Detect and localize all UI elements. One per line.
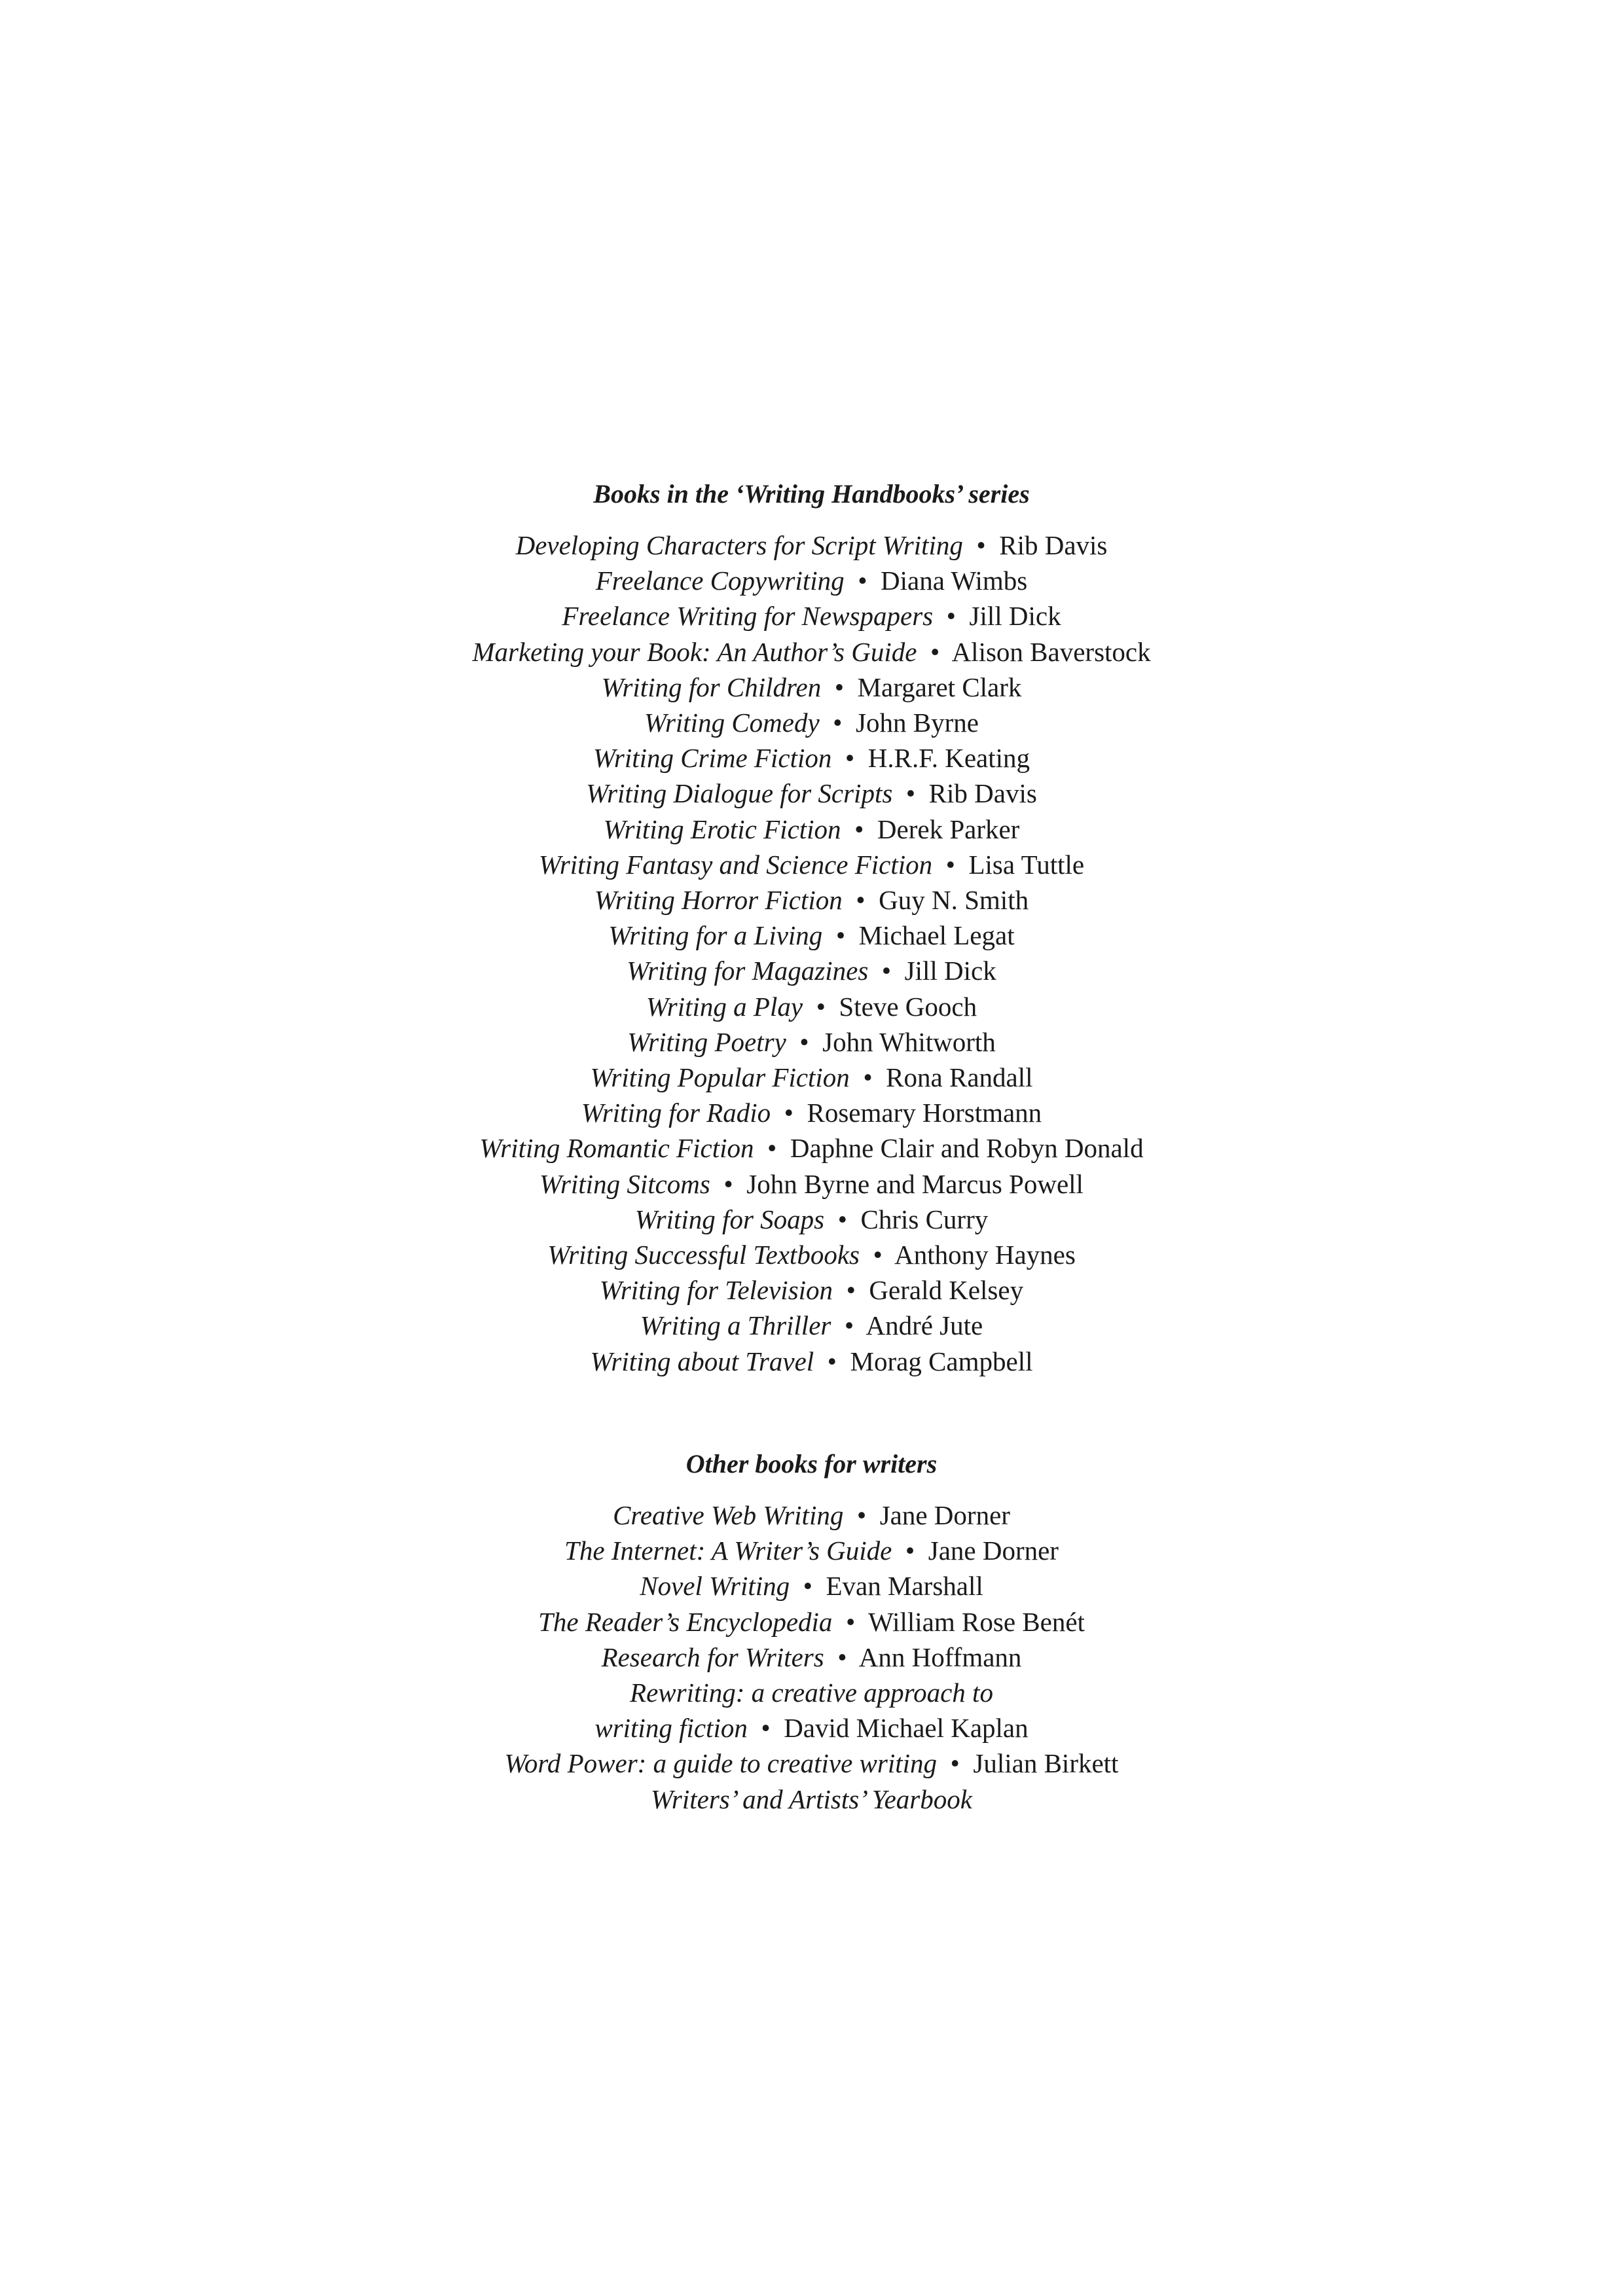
book-author: Rib Davis — [999, 530, 1108, 560]
book-author: Guy N. Smith — [879, 885, 1029, 916]
book-entry — [0, 953, 1623, 988]
book-entry — [0, 528, 1623, 563]
book-author: William Rose Benét — [868, 1606, 1085, 1637]
other-book-list — [0, 1498, 1623, 1817]
bullet-separator: • — [858, 565, 867, 596]
bullet-separator: • — [833, 708, 843, 738]
book-title: Rewriting: a creative approach to — [630, 1677, 993, 1708]
series-heading: Books in the ‘Writing Handbooks’ series — [593, 479, 1030, 509]
book-author: Alison Baverstock — [951, 636, 1151, 667]
book-author: Steve Gooch — [839, 991, 977, 1022]
book-entry — [0, 1568, 1623, 1604]
book-entry — [0, 776, 1623, 811]
book-title: The Reader’s Encyclopedia — [538, 1606, 833, 1637]
bullet-separator: • — [905, 778, 916, 809]
book-entry — [0, 598, 1623, 634]
series-book-list — [0, 528, 1623, 1379]
book-title: Writing Fantasy and Science Fiction — [538, 849, 933, 880]
book-entry — [0, 918, 1623, 953]
book-entry — [0, 847, 1623, 882]
book-entry — [0, 1202, 1623, 1237]
book-title: Writing Romantic Fiction — [479, 1133, 754, 1164]
book-entry — [0, 882, 1623, 918]
bullet-separator: • — [854, 814, 864, 844]
book-title: Writing for Radio — [581, 1098, 771, 1128]
bullet-separator: • — [946, 601, 956, 632]
book-title: Writing a Play — [646, 991, 803, 1022]
book-title: Creative Web Writing — [613, 1500, 844, 1530]
book-author: Michael Legat — [858, 920, 1015, 951]
book-author: Diana Wimbs — [881, 565, 1028, 596]
bullet-separator: • — [905, 1535, 915, 1566]
book-title: Developing Characters for Script Writing — [515, 530, 963, 560]
book-author: Gerald Kelsey — [869, 1275, 1024, 1306]
book-title: Writing Poetry — [627, 1026, 786, 1057]
book-author: John Byrne — [856, 708, 979, 738]
book-author: Julian Birkett — [973, 1748, 1119, 1779]
book-author: Morag Campbell — [850, 1346, 1033, 1376]
bullet-separator: • — [881, 956, 892, 986]
book-entry — [0, 989, 1623, 1024]
book-author: Rosemary Horstmann — [807, 1098, 1042, 1128]
book-author: John Byrne and Marcus Powell — [746, 1168, 1084, 1199]
book-author: Jane Dorner — [879, 1500, 1010, 1530]
bullet-separator: • — [863, 1062, 873, 1093]
bullet-separator: • — [827, 1346, 837, 1376]
bullet-separator: • — [723, 1168, 733, 1199]
book-author: Lisa Tuttle — [968, 849, 1085, 880]
book-entry — [0, 1782, 1623, 1817]
book-title: Writing Dialogue for Scripts — [586, 778, 893, 809]
bullet-separator: • — [856, 1500, 867, 1530]
book-author: Daphne Clair and Robyn Donald — [790, 1133, 1144, 1164]
book-entry — [0, 1130, 1623, 1166]
book-title: writing fiction — [594, 1713, 748, 1744]
book-title: Writing Comedy — [644, 708, 820, 738]
book-entry — [0, 1060, 1623, 1095]
book-author: Derek Parker — [877, 814, 1020, 844]
book-entry — [0, 1166, 1623, 1202]
book-title: The Internet: A Writer’s Guide — [564, 1535, 892, 1566]
bullet-separator: • — [835, 920, 846, 951]
bullet-separator: • — [873, 1240, 883, 1270]
book-title: Writers’ and Artists’ Yearbook — [651, 1784, 972, 1814]
book-title: Writing Popular Fiction — [590, 1062, 850, 1093]
book-author: Chris Curry — [860, 1204, 989, 1234]
book-author: Anthony Haynes — [894, 1240, 1076, 1270]
bullet-separator: • — [837, 1204, 847, 1234]
series-section — [0, 476, 1623, 1379]
book-title: Writing for a Living — [608, 920, 823, 951]
book-author: John Whitworth — [822, 1026, 996, 1057]
bullet-separator: • — [976, 530, 986, 560]
book-author: H.R.F. Keating — [867, 743, 1030, 774]
book-author: Rib Davis — [928, 778, 1037, 809]
bullet-separator: • — [761, 1713, 771, 1744]
book-author: Jane Dorner — [928, 1535, 1059, 1566]
book-entry — [0, 1308, 1623, 1343]
book-entry — [0, 634, 1623, 670]
book-author: Jill Dick — [969, 601, 1061, 632]
book-entry — [0, 1095, 1623, 1130]
other-books-heading: Other books for writers — [685, 1449, 938, 1479]
book-entry — [0, 1024, 1623, 1060]
book-title: Word Power: a guide to creative writing — [504, 1748, 938, 1779]
book-title: Novel Writing — [640, 1571, 790, 1602]
book-author: André Jute — [866, 1310, 983, 1341]
bullet-separator: • — [803, 1571, 813, 1602]
book-entry — [0, 1272, 1623, 1308]
book-title: Writing Successful Textbooks — [547, 1240, 860, 1270]
book-author: Margaret Clark — [857, 672, 1022, 702]
book-entry — [0, 705, 1623, 740]
book-title: Writing for Magazines — [627, 956, 869, 986]
bullet-separator: • — [950, 1748, 960, 1779]
book-entry — [0, 670, 1623, 705]
book-entry — [0, 1498, 1623, 1533]
book-title: Writing for Children — [601, 672, 822, 702]
book-author: Jill Dick — [904, 956, 996, 986]
book-entry — [0, 1746, 1623, 1781]
book-author: Rona Randall — [886, 1062, 1033, 1093]
bullet-separator: • — [856, 885, 866, 916]
book-entry — [0, 1675, 1623, 1710]
book-title: Research for Writers — [601, 1641, 824, 1672]
book-title: Freelance Copywriting — [595, 565, 845, 596]
bullet-separator: • — [945, 849, 955, 880]
bullet-separator: • — [784, 1098, 793, 1128]
book-entry — [0, 1710, 1623, 1746]
bullet-separator: • — [837, 1641, 847, 1672]
book-entry — [0, 1533, 1623, 1568]
bullet-separator: • — [845, 1606, 856, 1637]
bullet-separator: • — [816, 991, 826, 1022]
bullet-separator: • — [844, 1310, 854, 1341]
book-entry — [0, 812, 1623, 847]
book-entry — [0, 1237, 1623, 1272]
book-title: Writing a Thriller — [640, 1310, 831, 1341]
bullet-separator: • — [846, 1275, 856, 1306]
book-title: Writing Crime Fiction — [593, 743, 832, 774]
book-title: Writing Sitcoms — [539, 1168, 710, 1199]
book-title: Marketing your Book: An Author’s Guide — [472, 636, 917, 667]
book-author: Ann Hoffmann — [858, 1641, 1022, 1672]
book-entry — [0, 563, 1623, 598]
book-author: David Michael Kaplan — [784, 1713, 1029, 1744]
other-books-section — [0, 1446, 1623, 1817]
book-entry — [0, 1604, 1623, 1640]
bullet-separator: • — [930, 636, 940, 667]
book-title: Writing Horror Fiction — [594, 885, 843, 916]
book-entry — [0, 740, 1623, 776]
book-entry — [0, 1344, 1623, 1379]
book-title: Freelance Writing for Newspapers — [562, 601, 934, 632]
book-author: Evan Marshall — [826, 1571, 983, 1602]
bullet-separator: • — [834, 672, 845, 702]
book-title: Writing about Travel — [590, 1346, 814, 1376]
bullet-separator: • — [767, 1133, 777, 1164]
book-title: Writing for Soaps — [634, 1204, 825, 1234]
book-title: Writing for Television — [599, 1275, 833, 1306]
book-title: Writing Erotic Fiction — [603, 814, 841, 844]
bullet-separator: • — [799, 1026, 809, 1057]
bullet-separator: • — [845, 743, 855, 774]
book-entry — [0, 1640, 1623, 1675]
